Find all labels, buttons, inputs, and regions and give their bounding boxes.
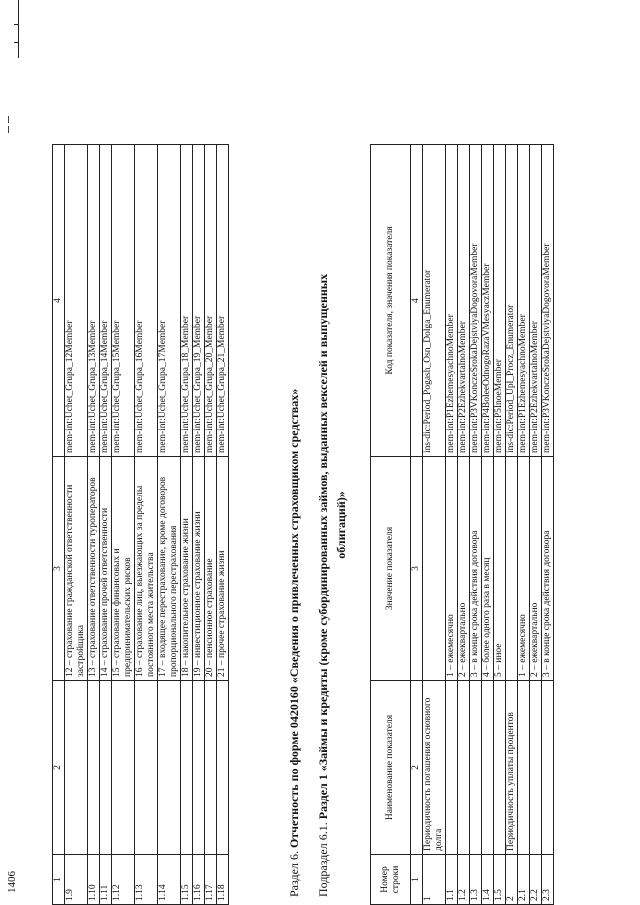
table-cell-col3: 17 – входящее перестрахование, кроме договоров пропорционального перестрахования [158, 457, 181, 681]
header-cell: Номер строки [371, 855, 411, 905]
table-cell-col1: 2 [506, 855, 518, 905]
table-cell-col1: 1.14 [158, 855, 181, 905]
header-number-cell: 3 [411, 457, 423, 681]
table-row [446, 145, 458, 905]
table-cell-col1: 1.18 [217, 855, 229, 905]
table-header-row [53, 145, 65, 905]
section-heading [287, 389, 302, 897]
section-heading-prefix: Раздел 6. [287, 848, 301, 897]
table-row [458, 145, 470, 905]
table-cell-col2 [193, 681, 205, 855]
subsection-heading-continued [334, 145, 349, 905]
table-row [470, 145, 482, 905]
table-cell-col1: 1 [423, 855, 446, 905]
header-cell: 4 [53, 145, 65, 457]
table-row [100, 145, 112, 905]
table-cell-col4: mem-int:Uchet_Grupa_19_Member [193, 145, 205, 457]
table-cell-col2 [158, 681, 181, 855]
table-cell-col3 [506, 457, 518, 681]
table-cell-col3: 12 – страхование гражданской ответственности застройщика [65, 457, 88, 681]
table-cell-col2 [205, 681, 217, 855]
table-cell-col3: 18 – накопительное страхование жизни [181, 457, 193, 681]
table-cell-col3 [423, 457, 446, 681]
table-cell-col3: 5 – иное [494, 457, 506, 681]
table-cell-col4: ins-dic:Period_Pogash_Osn_Dolga_Enumerator [423, 145, 446, 457]
section-heading-title: Отчетность по форме 0420160 «Сведения о привлеченных страховщиком средствах» [287, 388, 301, 849]
table-cell-col2 [135, 681, 158, 855]
table-cell-col1: 1.9 [65, 855, 88, 905]
table-cell-col1: 1.10 [88, 855, 100, 905]
table-cell-col2 [100, 681, 112, 855]
table-cell-col4: mem-int:P2EzhekvartalnoMember [530, 145, 542, 457]
table-cell-col3: 19 – инвестиционное страхование жизни [193, 457, 205, 681]
table-row [193, 145, 205, 905]
table-cell-col1: 1.4 [482, 855, 494, 905]
table-cell-col1: 1.17 [205, 855, 217, 905]
table-cell-col4: mem-int:Uchet_Grupa_16Member [135, 145, 158, 457]
page-number: 1406 [6, 871, 18, 893]
subsection-heading-prefix: Подраздел 6.1. [316, 819, 330, 897]
table-cell-col4: mem-int:P1EzhemesyachnoMember [446, 145, 458, 457]
table-cell-col1: 1.15 [181, 855, 193, 905]
header-number-cell: 1 [411, 855, 423, 905]
table-row [135, 145, 158, 905]
table-cell-col2: Периодичность уплаты процентов [506, 681, 518, 855]
table-cell-col4: mem-int:P1EzhemesyachnoMember [518, 145, 530, 457]
table-row [530, 145, 542, 905]
subsection-heading-title-cont: облигаций)» [334, 491, 348, 559]
table-cell-col1: 1.2 [458, 855, 470, 905]
subsection-heading-title: Раздел 1 «Займы и кредиты (кроме субординированных займов, выданных векселей и выпущенных [316, 273, 330, 820]
table-cell-col4: mem-int:Uchet_Grupa_13Member [88, 145, 100, 457]
table-cell-col2: Периодичность погашения основного долга [423, 681, 446, 855]
table-cell-col4: mem-int:P5InoeMember [494, 145, 506, 457]
table-cell-col3: 14 – страхование прочей ответственности [100, 457, 112, 681]
table-row [518, 145, 530, 905]
margin-line [18, 0, 19, 58]
table-header-number-row [411, 145, 423, 905]
table-row [217, 145, 229, 905]
table-cell-col4: mem-int:Uchet_Grupa_21_Member [217, 145, 229, 457]
table-cell-col2 [181, 681, 193, 855]
table-cell-col4: mem-int:Uchet_Grupa_17Member [158, 145, 181, 457]
table-cell-col3: 3 – в конце срока действия договора [542, 457, 554, 681]
table-cell-col1: 1.13 [135, 855, 158, 905]
table-cell-col4: mem-int:P2EzhekvartalnoMember [458, 145, 470, 457]
table-cell-col1: 1.12 [112, 855, 135, 905]
table-cell-col1: 2.1 [518, 855, 530, 905]
table-cell-col3: 15 – страхование финансовых и предпринимательских рисков [112, 457, 135, 681]
table-cell-col2 [518, 681, 530, 855]
table-row [158, 145, 181, 905]
margin-tick [14, 42, 19, 43]
table-cell-col3: 1 – ежемесячно [518, 457, 530, 681]
table-row [494, 145, 506, 905]
subsection-heading [316, 274, 331, 897]
table-cell-col4: mem-int:P4BoleeOdnogoRazaVMesyaczMember [482, 145, 494, 457]
table-cell-col3: 13 – страхование ответственности туроператоров [88, 457, 100, 681]
header-cell: 1 [53, 855, 65, 905]
table-cell-col4: mem-int:Uchet_Grupa_15Member [112, 145, 135, 457]
table-loans [370, 144, 554, 905]
table-cell-col2 [542, 681, 554, 855]
header-cell: Значение показателя [371, 457, 411, 681]
table-row [112, 145, 135, 905]
header-cell: Код показателя, значения показателя [371, 145, 411, 457]
table-row [65, 145, 88, 905]
table-header-row [371, 145, 411, 905]
table-row [482, 145, 494, 905]
table-cell-col3: 20 – пенсионное страхование [205, 457, 217, 681]
table-row [205, 145, 217, 905]
header-number-cell: 2 [411, 681, 423, 855]
table-cell-col1: 1.16 [193, 855, 205, 905]
rotated-page [0, 60, 600, 905]
table-cell-col2 [88, 681, 100, 855]
table-cell-col2 [112, 681, 135, 855]
header-number-cell: 4 [411, 145, 423, 457]
table-cell-col1: 2.3 [542, 855, 554, 905]
table-cell-col2 [494, 681, 506, 855]
table-row [88, 145, 100, 905]
table-cell-col4: mem-int:P3VKonczeSrokaDejstviyaDogovoraMember [542, 145, 554, 457]
table-cell-col1: 2.2 [530, 855, 542, 905]
table-cell-col4: mem-int:Uchet_Grupa_12Member [65, 145, 88, 457]
table-cell-col4: mem-int:Uchet_Grupa_20_Member [205, 145, 217, 457]
table-cell-col2 [65, 681, 88, 855]
table-cell-col2 [470, 681, 482, 855]
table-cell-col2 [458, 681, 470, 855]
table-cell-col1: 1.3 [470, 855, 482, 905]
table-row [542, 145, 554, 905]
table-cell-col3: 1 – ежемесячно [446, 457, 458, 681]
table-cell-col2 [446, 681, 458, 855]
header-cell: Наименование показателя [371, 681, 411, 855]
table-cell-col1: 1.11 [100, 855, 112, 905]
table-cell-col1: 1.5 [494, 855, 506, 905]
margin-tick [14, 24, 19, 25]
table-row [181, 145, 193, 905]
header-cell: 3 [53, 457, 65, 681]
table-cell-col1: 1.1 [446, 855, 458, 905]
table-cell-col3: 21 – прочее страхование жизни [217, 457, 229, 681]
table-cell-col2 [217, 681, 229, 855]
table-cell-col2 [482, 681, 494, 855]
table-cell-col4: ins-dic:Period_Upl_Procz_Enumerator [506, 145, 518, 457]
table-cell-col3: 3 – в конце срока действия договора [470, 457, 482, 681]
header-cell: 2 [53, 681, 65, 855]
table-cell-col3: 16 – страхование лиц, выезжающих за пределы постоянного места жительства [135, 457, 158, 681]
table-row [423, 145, 446, 905]
table-cell-col4: mem-int:P3VKonczeSrokaDejstviyaDogovoraMember [470, 145, 482, 457]
table-cell-col4: mem-int:Uchet_Grupa_14Member [100, 145, 112, 457]
table-cell-col4: mem-int:Uchet_Grupa_18_Member [181, 145, 193, 457]
table-insurance-groups [52, 144, 229, 905]
table-cell-col3: 2 – ежеквартально [458, 457, 470, 681]
table-cell-col2 [530, 681, 542, 855]
table-row [506, 145, 518, 905]
table-cell-col3: 4 – более одного раза в месяц [482, 457, 494, 681]
table-cell-col3: 2 – ежеквартально [530, 457, 542, 681]
